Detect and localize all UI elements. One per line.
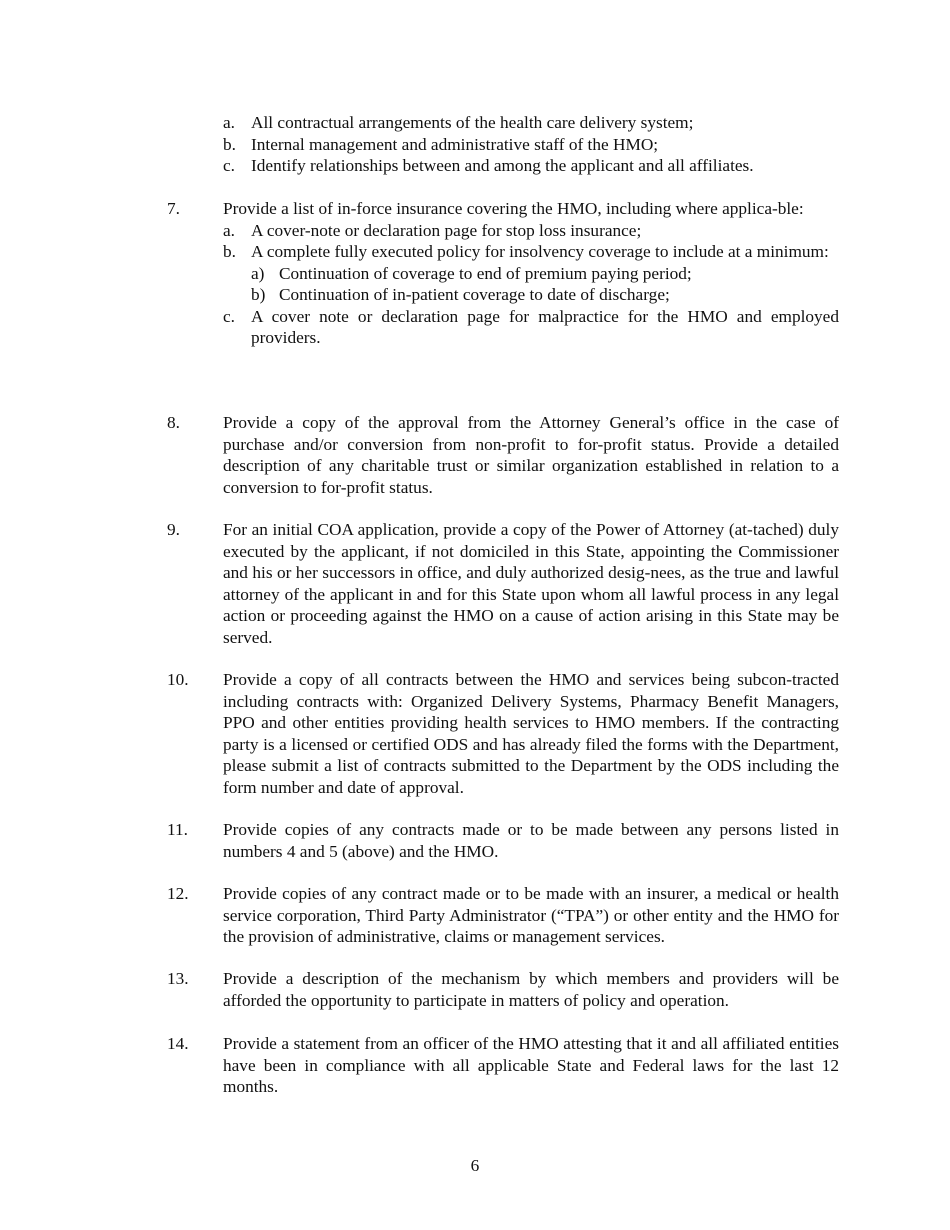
item-text: Provide a copy of the approval from the Attorney General’s office in the case of purchase and/or conversion from non-profit to for-profit status. Provide a detailed description of any charitable trust or similar organization established in relation to a conversion to for-profit status. bbox=[223, 413, 839, 497]
item-number: 11. bbox=[167, 820, 188, 839]
list-text: Continuation of in-patient coverage to date of discharge; bbox=[279, 285, 670, 304]
list-label: a) bbox=[251, 263, 265, 283]
item-number: 9. bbox=[167, 520, 180, 539]
numbered-item-9 bbox=[167, 519, 839, 648]
numbered-item-12 bbox=[167, 883, 839, 948]
numbered-item-8 bbox=[167, 412, 839, 498]
intro-list bbox=[223, 112, 839, 177]
page-number: 6 bbox=[470, 1156, 480, 1175]
list-text: Identify relationships between and among the applicant and all affiliates. bbox=[251, 156, 754, 175]
item-text: Provide a description of the mechanism by which members and providers will be afforded the opportunity to participate in matters of policy and operation. bbox=[223, 969, 839, 1010]
item-number: 8. bbox=[167, 413, 180, 432]
numbered-item-10 bbox=[167, 669, 839, 798]
item-text: For an initial COA application, provide a copy of the Power of Attorney (at-tached) duly executed by the applicant, if not domiciled in this State, appointing the Commissioner and his or her successors in office, and duly authorized desig-nees, as the true and lawful attorney of the applicant in and for this State upon whom all lawful process in any legal action or proceeding against the HMO on a cause of action arising in this State may be served. bbox=[223, 520, 839, 647]
item-number: 10. bbox=[167, 670, 189, 689]
item-text: Provide copies of any contracts made or to be made between any persons listed in numbers 4 and 5 (above) and the HMO. bbox=[223, 820, 839, 861]
list-label: a. bbox=[223, 113, 235, 132]
list-item bbox=[223, 134, 839, 156]
list-label: c. bbox=[223, 306, 235, 326]
item-number: 13. bbox=[167, 969, 189, 988]
list-text: Internal management and administrative staff of the HMO; bbox=[251, 134, 659, 154]
list-item bbox=[223, 241, 839, 263]
list-label: c. bbox=[223, 156, 235, 175]
list-item bbox=[223, 112, 839, 134]
numbered-item-11 bbox=[167, 819, 839, 862]
nested-list-item bbox=[251, 263, 839, 285]
item-number: 7. bbox=[167, 199, 180, 218]
list-item bbox=[223, 306, 839, 349]
nested-list-item bbox=[251, 284, 839, 306]
item-number: 14. bbox=[167, 1034, 189, 1053]
list-label: a. bbox=[223, 220, 235, 240]
list-label: b) bbox=[251, 285, 266, 304]
list-item bbox=[223, 220, 839, 242]
item-text: Provide copies of any contract made or to be made with an insurer, a medical or health service corporation, Third Party Administrator (“TPA”) or other entity and the HMO for the provision of administrative, claims or management services. bbox=[223, 884, 839, 946]
list-text: Continuation of coverage to end of premium paying period; bbox=[279, 263, 692, 283]
numbered-item-7 bbox=[167, 198, 839, 349]
item-text: Provide a list of in-force insurance covering the HMO, including where applica-ble: bbox=[223, 199, 804, 218]
list-label: b. bbox=[223, 134, 236, 154]
item-text: Provide a copy of all contracts between the HMO and services being subcon-tracted including contracts with: Organized Delivery Systems, Pharmacy Benefit Managers, PPO and other entities providing health services to HMO members. If the contracting party is a licensed or certified ODS and has already filed the forms with the Department, please submit a list of contracts submitted to the Department by the ODS including the form number and date of approval. bbox=[223, 670, 839, 797]
list-label: b. bbox=[223, 242, 236, 261]
numbered-item-14 bbox=[167, 1033, 839, 1098]
list-text: A cover-note or declaration page for stop loss insurance; bbox=[251, 220, 642, 240]
item-text: Provide a statement from an officer of the HMO attesting that it and all affiliated entities have been in compliance with all applicable State and Federal laws for the last 12 months. bbox=[223, 1034, 839, 1096]
numbered-item-13 bbox=[167, 968, 839, 1011]
list-text: A complete fully executed policy for insolvency coverage to include at a minimum: bbox=[251, 242, 829, 261]
list-item bbox=[223, 155, 839, 177]
list-text: A cover note or declaration page for malpractice for the HMO and employed providers. bbox=[251, 306, 839, 347]
list-text: All contractual arrangements of the health care delivery system; bbox=[251, 113, 694, 132]
item-number: 12. bbox=[167, 884, 189, 903]
